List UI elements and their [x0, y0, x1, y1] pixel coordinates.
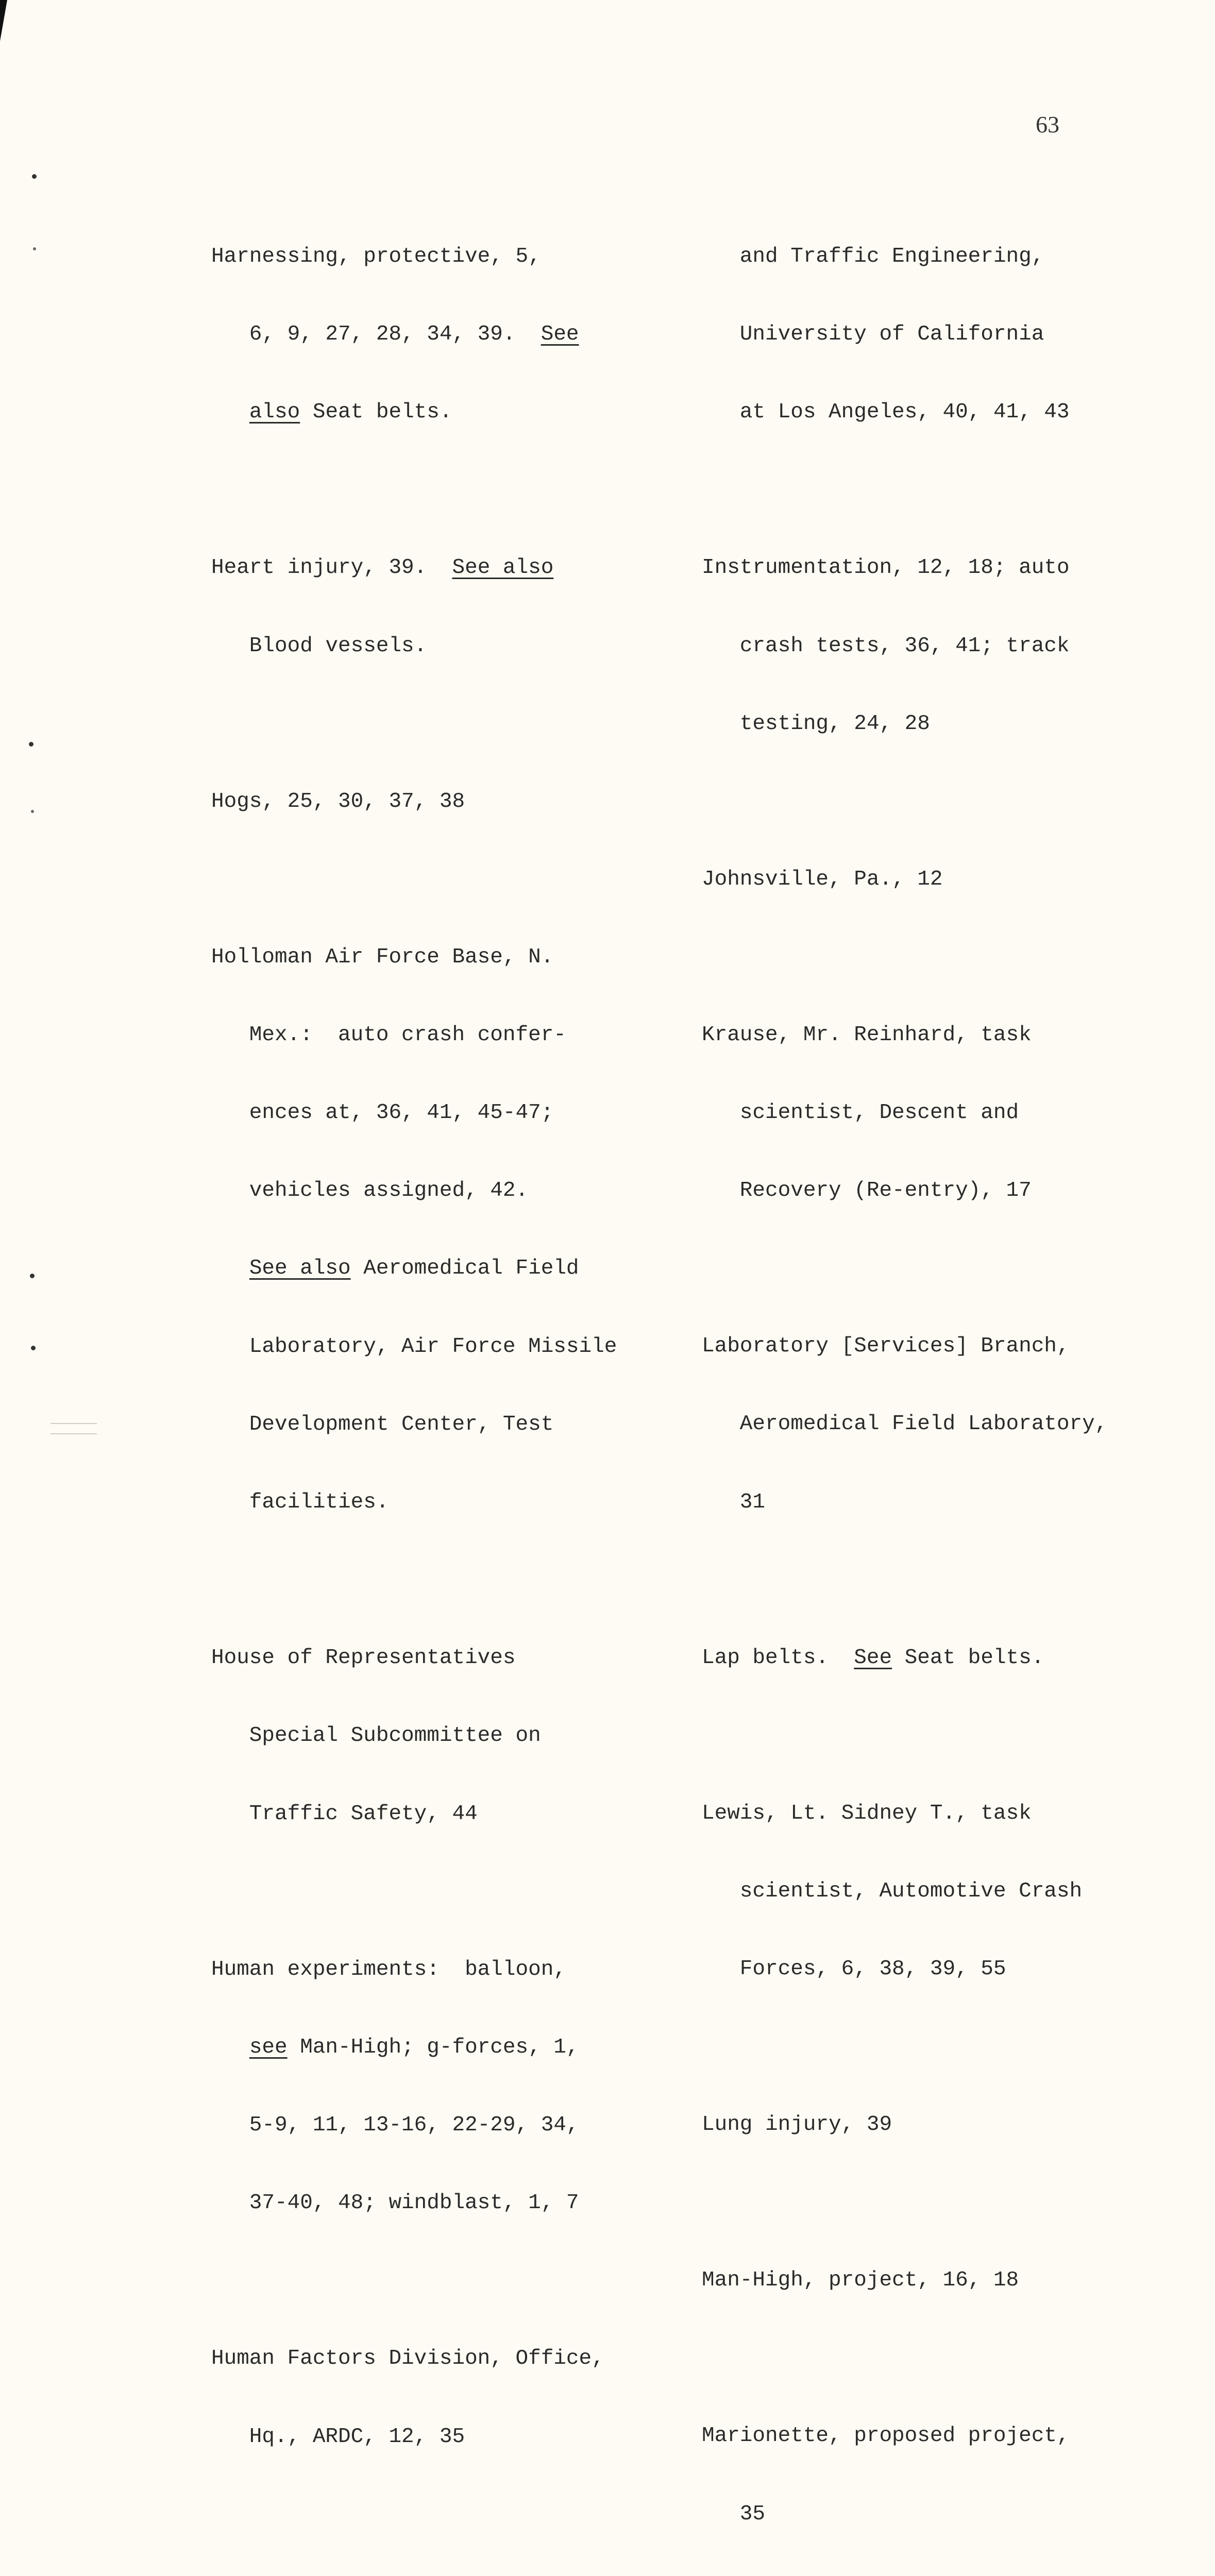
entry-line: also Seat belts.: [249, 400, 452, 425]
scan-speck: [31, 1346, 36, 1350]
index-entry: [211, 737, 675, 867]
entry-line: see Man-High; g-forces, 1,: [249, 2035, 579, 2059]
index-entry: [211, 2294, 675, 2501]
index-entry: [211, 1905, 675, 2268]
scan-speck: [31, 810, 34, 813]
index-entry: [702, 970, 1166, 1256]
entry-line: Laboratory, Air Force Missile: [211, 1334, 617, 1359]
see-reference: see: [249, 2035, 288, 2059]
index-entry: [702, 2215, 1166, 2345]
see-also-reference: See also: [249, 1257, 351, 1281]
index-entry: [211, 2528, 675, 2576]
entry-line: Lewis, Lt. Sidney T., task: [702, 1801, 1032, 1825]
index-entry: [702, 1749, 1166, 2034]
entry-line: and Traffic Engineering,: [702, 244, 1044, 268]
scan-speck: [30, 1274, 35, 1278]
index-entry: [702, 503, 1166, 788]
scan-speck: [33, 247, 36, 250]
entry-line: Development Center, Test: [211, 1412, 554, 1436]
entry-line: ences at, 36, 41, 45-47;: [211, 1101, 554, 1125]
entry-line: testing, 24, 28: [702, 711, 930, 736]
entry-line: 31: [702, 1490, 766, 1514]
index-entry: [702, 815, 1166, 944]
index-entry: [702, 1281, 1166, 1567]
entry-line: Harnessing, protective, 5,: [211, 244, 541, 268]
entry-line: Marionette, proposed project,: [702, 2424, 1070, 2448]
entry-line: Hogs, 25, 30, 37, 38: [211, 789, 465, 814]
entry-line: Aeromedical Field Laboratory,: [702, 1412, 1108, 1436]
scan-speck: [29, 742, 33, 747]
entry-line: Johnsville, Pa., 12: [702, 867, 943, 891]
entry-line: Heart injury, 39. See also: [211, 556, 554, 580]
index-entry: [211, 192, 675, 477]
entry-line: Krause, Mr. Reinhard, task: [702, 1023, 1032, 1047]
see-reference: See: [854, 1646, 892, 1670]
index-entry: [211, 1593, 675, 1878]
entry-line: at Los Angeles, 40, 41, 43: [702, 400, 1070, 425]
entry-line: Mex.: auto crash confer-: [211, 1023, 566, 1047]
entry-line: Hq., ARDC, 12, 35: [211, 2425, 465, 2449]
entry-line: University of California: [702, 323, 1044, 347]
entry-line: Lung injury, 39: [702, 2113, 892, 2137]
entry-line: scientist, Automotive Crash: [702, 1879, 1083, 1903]
see-reference: See: [541, 323, 579, 347]
entry-line: Human experiments: balloon,: [211, 1957, 566, 1981]
entry-line: scientist, Descent and: [702, 1101, 1019, 1125]
entry-line: 5-9, 11, 13-16, 22-29, 34,: [211, 2113, 579, 2138]
entry-line: Blood vessels.: [211, 634, 427, 658]
entry-line: See also Aeromedical Field: [249, 1257, 579, 1281]
see-also-reference: See also: [452, 556, 554, 580]
entry-line: 6, 9, 27, 28, 34, 39. See: [211, 323, 579, 347]
scan-ruling-mark: [50, 1423, 97, 1434]
entry-line: Instrumentation, 12, 18; auto: [702, 556, 1070, 580]
entry-line: 37-40, 48; windblast, 1, 7: [211, 2191, 579, 2215]
entry-line: 35: [702, 2502, 766, 2526]
entry-line: Human Factors Division, Office,: [211, 2347, 604, 2371]
index-entry: [702, 2371, 1166, 2576]
entry-line: Holloman Air Force Base, N.: [211, 945, 554, 969]
index-entry: [702, 2060, 1166, 2190]
entry-line: crash tests, 36, 41; track: [702, 634, 1070, 658]
scan-corner-mark: [0, 0, 7, 41]
page-number: 63: [1036, 111, 1059, 138]
entry-line: Laboratory [Services] Branch,: [702, 1334, 1070, 1359]
index-column-left: [211, 192, 675, 2576]
index-entry: [211, 503, 675, 710]
index-entry: [211, 892, 675, 1568]
see-reference: also: [249, 400, 300, 425]
entry-line: Recovery (Re-entry), 17: [702, 1179, 1032, 1203]
entry-line: Lap belts. See Seat belts.: [702, 1646, 1044, 1670]
entry-line: House of Representatives: [211, 1646, 516, 1670]
index-column-right: [702, 192, 1166, 2576]
index-entry: [702, 1593, 1166, 1723]
entry-line: Special Subcommittee on: [211, 1724, 541, 1748]
entry-line: facilities.: [211, 1490, 389, 1515]
entry-line: Traffic Safety, 44: [211, 1802, 478, 1826]
scan-speck: [32, 174, 37, 179]
entry-line: vehicles assigned, 42.: [211, 1179, 529, 1203]
entry-line: Forces, 6, 38, 39, 55: [702, 1957, 1006, 1981]
entry-line: Man-High, project, 16, 18: [702, 2268, 1019, 2293]
index-entry: [702, 192, 1166, 477]
